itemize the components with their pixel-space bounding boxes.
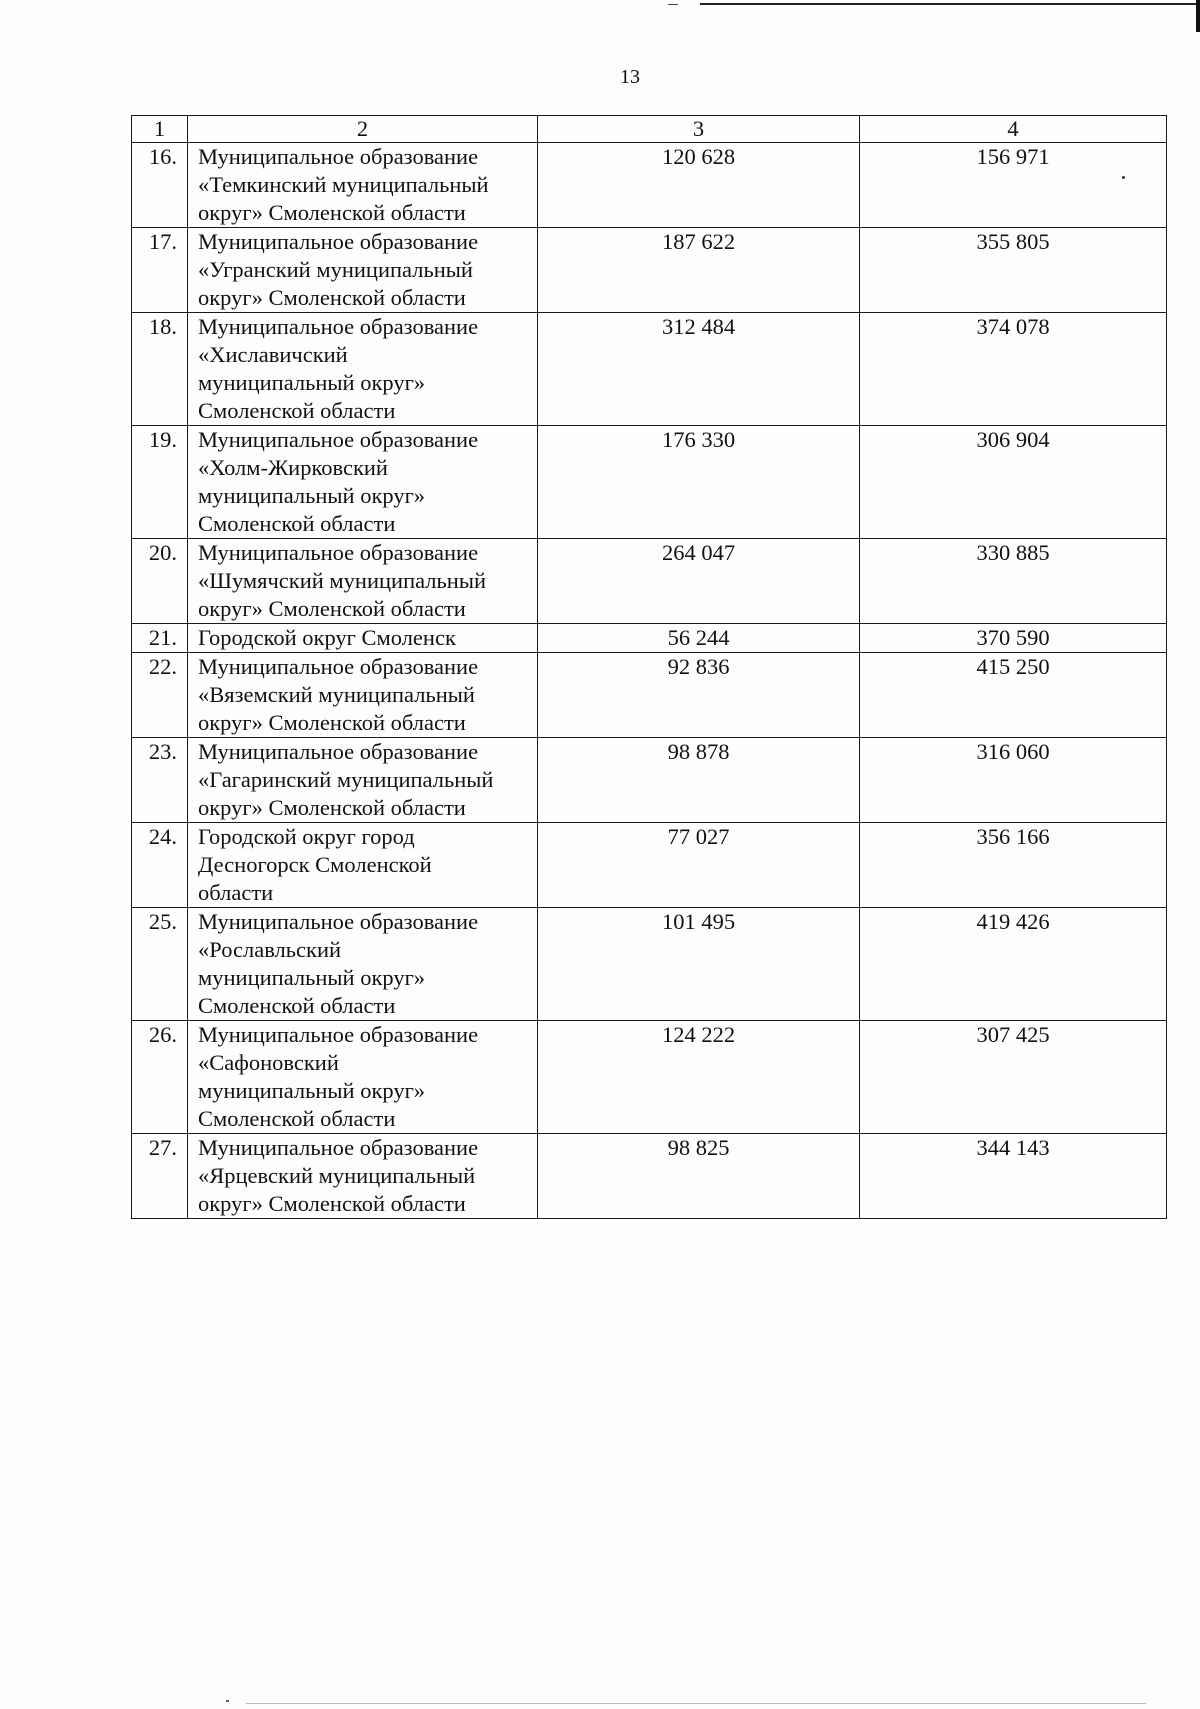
value-col-3: 176 330: [538, 426, 860, 539]
table-body: [132, 143, 1167, 1219]
value-col-4: 355 805: [860, 228, 1167, 313]
table-row: [132, 738, 1167, 823]
municipality-name: Муниципальное образование «Хиславичский муниципальный округ» Смоленской области: [188, 313, 538, 426]
value-col-4: 156 971: [860, 143, 1167, 228]
municipalities-table: [131, 115, 1167, 1219]
header-col-4: 4: [860, 116, 1167, 143]
row-number: 17.: [132, 228, 188, 313]
row-number: 20.: [132, 539, 188, 624]
row-number: 18.: [132, 313, 188, 426]
row-number: 19.: [132, 426, 188, 539]
municipality-name: Городской округ Смоленск: [188, 624, 538, 653]
row-number: 21.: [132, 624, 188, 653]
municipality-name: Муниципальное образование «Вяземский муниципальный округ» Смоленской области: [188, 653, 538, 738]
municipality-name: Муниципальное образование «Сафоновский муниципальный округ» Смоленской области: [188, 1021, 538, 1134]
table-row: [132, 1134, 1167, 1219]
value-col-4: 307 425: [860, 1021, 1167, 1134]
table-row: [132, 313, 1167, 426]
value-col-3: 98 825: [538, 1134, 860, 1219]
value-col-3: 101 495: [538, 908, 860, 1021]
table-row: [132, 653, 1167, 738]
value-col-4: 356 166: [860, 823, 1167, 908]
table-header-row: [132, 116, 1167, 143]
row-number: 26.: [132, 1021, 188, 1134]
value-col-4: 344 143: [860, 1134, 1167, 1219]
header-col-1: 1: [132, 116, 188, 143]
value-col-4: 415 250: [860, 653, 1167, 738]
scan-right-border: [1196, 0, 1200, 32]
table-row: [132, 624, 1167, 653]
header-col-2: 2: [188, 116, 538, 143]
data-table-container: [131, 115, 1166, 1219]
value-col-4: 306 904: [860, 426, 1167, 539]
value-col-3: 124 222: [538, 1021, 860, 1134]
row-number: 25.: [132, 908, 188, 1021]
scan-bottom-border: [246, 1703, 1146, 1704]
row-number: 24.: [132, 823, 188, 908]
table-row: [132, 228, 1167, 313]
value-col-3: 187 622: [538, 228, 860, 313]
table-row: [132, 1021, 1167, 1134]
table-row: [132, 908, 1167, 1021]
municipality-name: Муниципальное образование «Шумячский муниципальный округ» Смоленской области: [188, 539, 538, 624]
row-number: 22.: [132, 653, 188, 738]
value-col-4: 374 078: [860, 313, 1167, 426]
municipality-name: Муниципальное образование «Угранский муниципальный округ» Смоленской области: [188, 228, 538, 313]
scan-speck: [1122, 176, 1125, 179]
value-col-3: 92 836: [538, 653, 860, 738]
table-row: [132, 823, 1167, 908]
row-number: 16.: [132, 143, 188, 228]
municipality-name: Муниципальное образование «Холм-Жирковский муниципальный округ» Смоленской области: [188, 426, 538, 539]
value-col-4: 419 426: [860, 908, 1167, 1021]
value-col-4: 316 060: [860, 738, 1167, 823]
municipality-name: Муниципальное образование «Ярцевский муниципальный округ» Смоленской области: [188, 1134, 538, 1219]
municipality-name: Городской округ город Десногорск Смоленской области: [188, 823, 538, 908]
value-col-3: 98 878: [538, 738, 860, 823]
page-number: 13: [620, 66, 640, 88]
value-col-3: 264 047: [538, 539, 860, 624]
table-row: [132, 143, 1167, 228]
municipality-name: Муниципальное образование «Темкинский муниципальный округ» Смоленской области: [188, 143, 538, 228]
value-col-4: 330 885: [860, 539, 1167, 624]
value-col-3: 56 244: [538, 624, 860, 653]
value-col-3: 77 027: [538, 823, 860, 908]
table-row: [132, 539, 1167, 624]
scan-top-border: [700, 3, 1200, 5]
value-col-3: 120 628: [538, 143, 860, 228]
municipality-name: Муниципальное образование «Гагаринский муниципальный округ» Смоленской области: [188, 738, 538, 823]
row-number: 23.: [132, 738, 188, 823]
row-number: 27.: [132, 1134, 188, 1219]
scan-mark-bottom: [226, 1700, 229, 1702]
value-col-4: 370 590: [860, 624, 1167, 653]
header-col-3: 3: [538, 116, 860, 143]
table-row: [132, 426, 1167, 539]
municipality-name: Муниципальное образование «Рославльский муниципальный округ» Смоленской области: [188, 908, 538, 1021]
scan-mark: [668, 4, 678, 5]
value-col-3: 312 484: [538, 313, 860, 426]
